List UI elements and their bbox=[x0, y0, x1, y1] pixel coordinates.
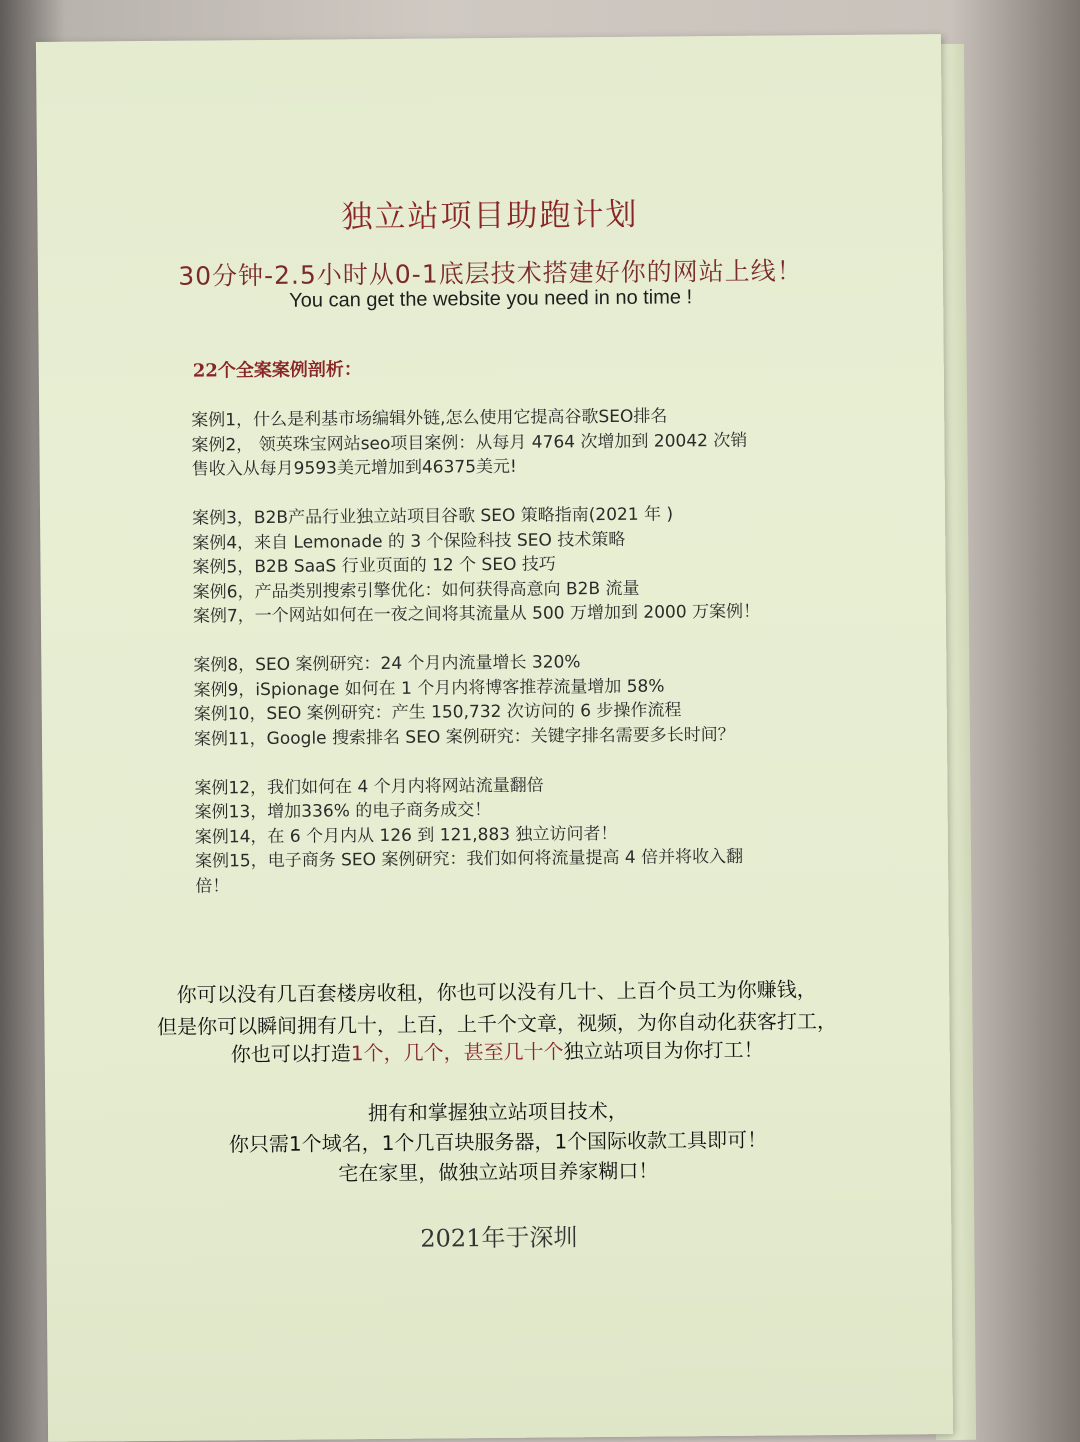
case-line: 售收入从每月9593美元增加到46375美元! bbox=[191, 456, 517, 480]
case-line: 案例6，产品类别搜索引擎优化：如何获得高意向 B2B 流量 bbox=[192, 578, 640, 603]
document-content bbox=[36, 34, 953, 1442]
case-group bbox=[191, 403, 872, 482]
slogan-line-2: 但是你可以瞬间拥有几十，上百，上千个文章，视频，为你自动化获客打工， bbox=[156, 1009, 838, 1039]
case-line: 案例2， 领英珠宝网站seo项目案例：从每月 4764 次增加到 20042 次销 bbox=[191, 430, 748, 456]
case-line: 案例9，iSpionage 如何在 1 个月内将博客推荐流量增加 58% bbox=[193, 676, 665, 701]
slogan-line-5: 你只需1个域名，1个几百块服务器，1个国际收款工具即可！ bbox=[228, 1127, 768, 1157]
case-group bbox=[193, 648, 874, 752]
case-group bbox=[194, 770, 875, 898]
cases-heading: 22个全案案例剖析： bbox=[192, 359, 362, 382]
case-line: 案例14，在 6 个月内从 126 到 121,883 独立访问者！ bbox=[194, 823, 618, 848]
slogan-line-1: 你可以没有几百套楼房收租，你也可以没有几十、上百个员工为你赚钱， bbox=[176, 977, 817, 1007]
case-line: 倍！ bbox=[195, 875, 230, 897]
case-line: 案例13，增加336% 的电子商务成交！ bbox=[194, 800, 492, 823]
slogan-line-3-highlight: 1个，几个，甚至几十个 bbox=[350, 1039, 564, 1066]
case-line: 案例15，电子商务 SEO 案例研究：我们如何将流量提高 4 倍并将收入翻 bbox=[194, 846, 744, 872]
document-footer-date: 2021年于深圳 bbox=[420, 1223, 578, 1253]
case-line: 案例7，一个网站如何在一夜之间将其流量从 500 万增加到 2000 万案例！ bbox=[192, 601, 761, 627]
case-list bbox=[191, 403, 875, 923]
slogan-line-3-post: 独立站项目为你打工！ bbox=[563, 1037, 764, 1064]
case-line: 案例1，什么是利基市场编辑外链,怎么使用它提高谷歌SEO排名 bbox=[191, 406, 668, 431]
slogan-line-3-pre: 你也可以打造 bbox=[230, 1041, 351, 1067]
case-line: 案例12，我们如何在 4 个月内将网站流量翻倍 bbox=[194, 775, 544, 799]
case-line: 案例11，Google 搜索排名 SEO 案例研究：关键字排名需要多长时间？ bbox=[193, 724, 735, 750]
document-title: 独立站项目助跑计划 bbox=[341, 196, 639, 236]
subtitle-chinese: 30分钟-2.5小时从0-1底层技术搭建好你的网站上线！ bbox=[178, 256, 803, 291]
case-line: 案例3，B2B产品行业独立站项目谷歌 SEO 策略指南(2021 年 ) bbox=[191, 504, 674, 529]
slogan-line-4: 拥有和掌握独立站项目技术， bbox=[367, 1098, 628, 1126]
subtitle-english: You can get the website you need in no time ! bbox=[289, 286, 693, 312]
case-group bbox=[192, 501, 873, 629]
case-line: 案例4，来自 Lemonade 的 3 个保险科技 SEO 技术策略 bbox=[192, 529, 626, 554]
case-line: 案例10，SEO 案例研究：产生 150,732 次访问的 6 步操作流程 bbox=[193, 700, 682, 725]
case-line: 案例8，SEO 案例研究：24 个月内流量增长 320% bbox=[193, 652, 581, 676]
case-line: 案例5，B2B SaaS 行业页面的 12 个 SEO 技巧 bbox=[192, 554, 556, 578]
slogan-line-6: 宅在家里，做独立站项目养家糊口！ bbox=[338, 1158, 659, 1186]
